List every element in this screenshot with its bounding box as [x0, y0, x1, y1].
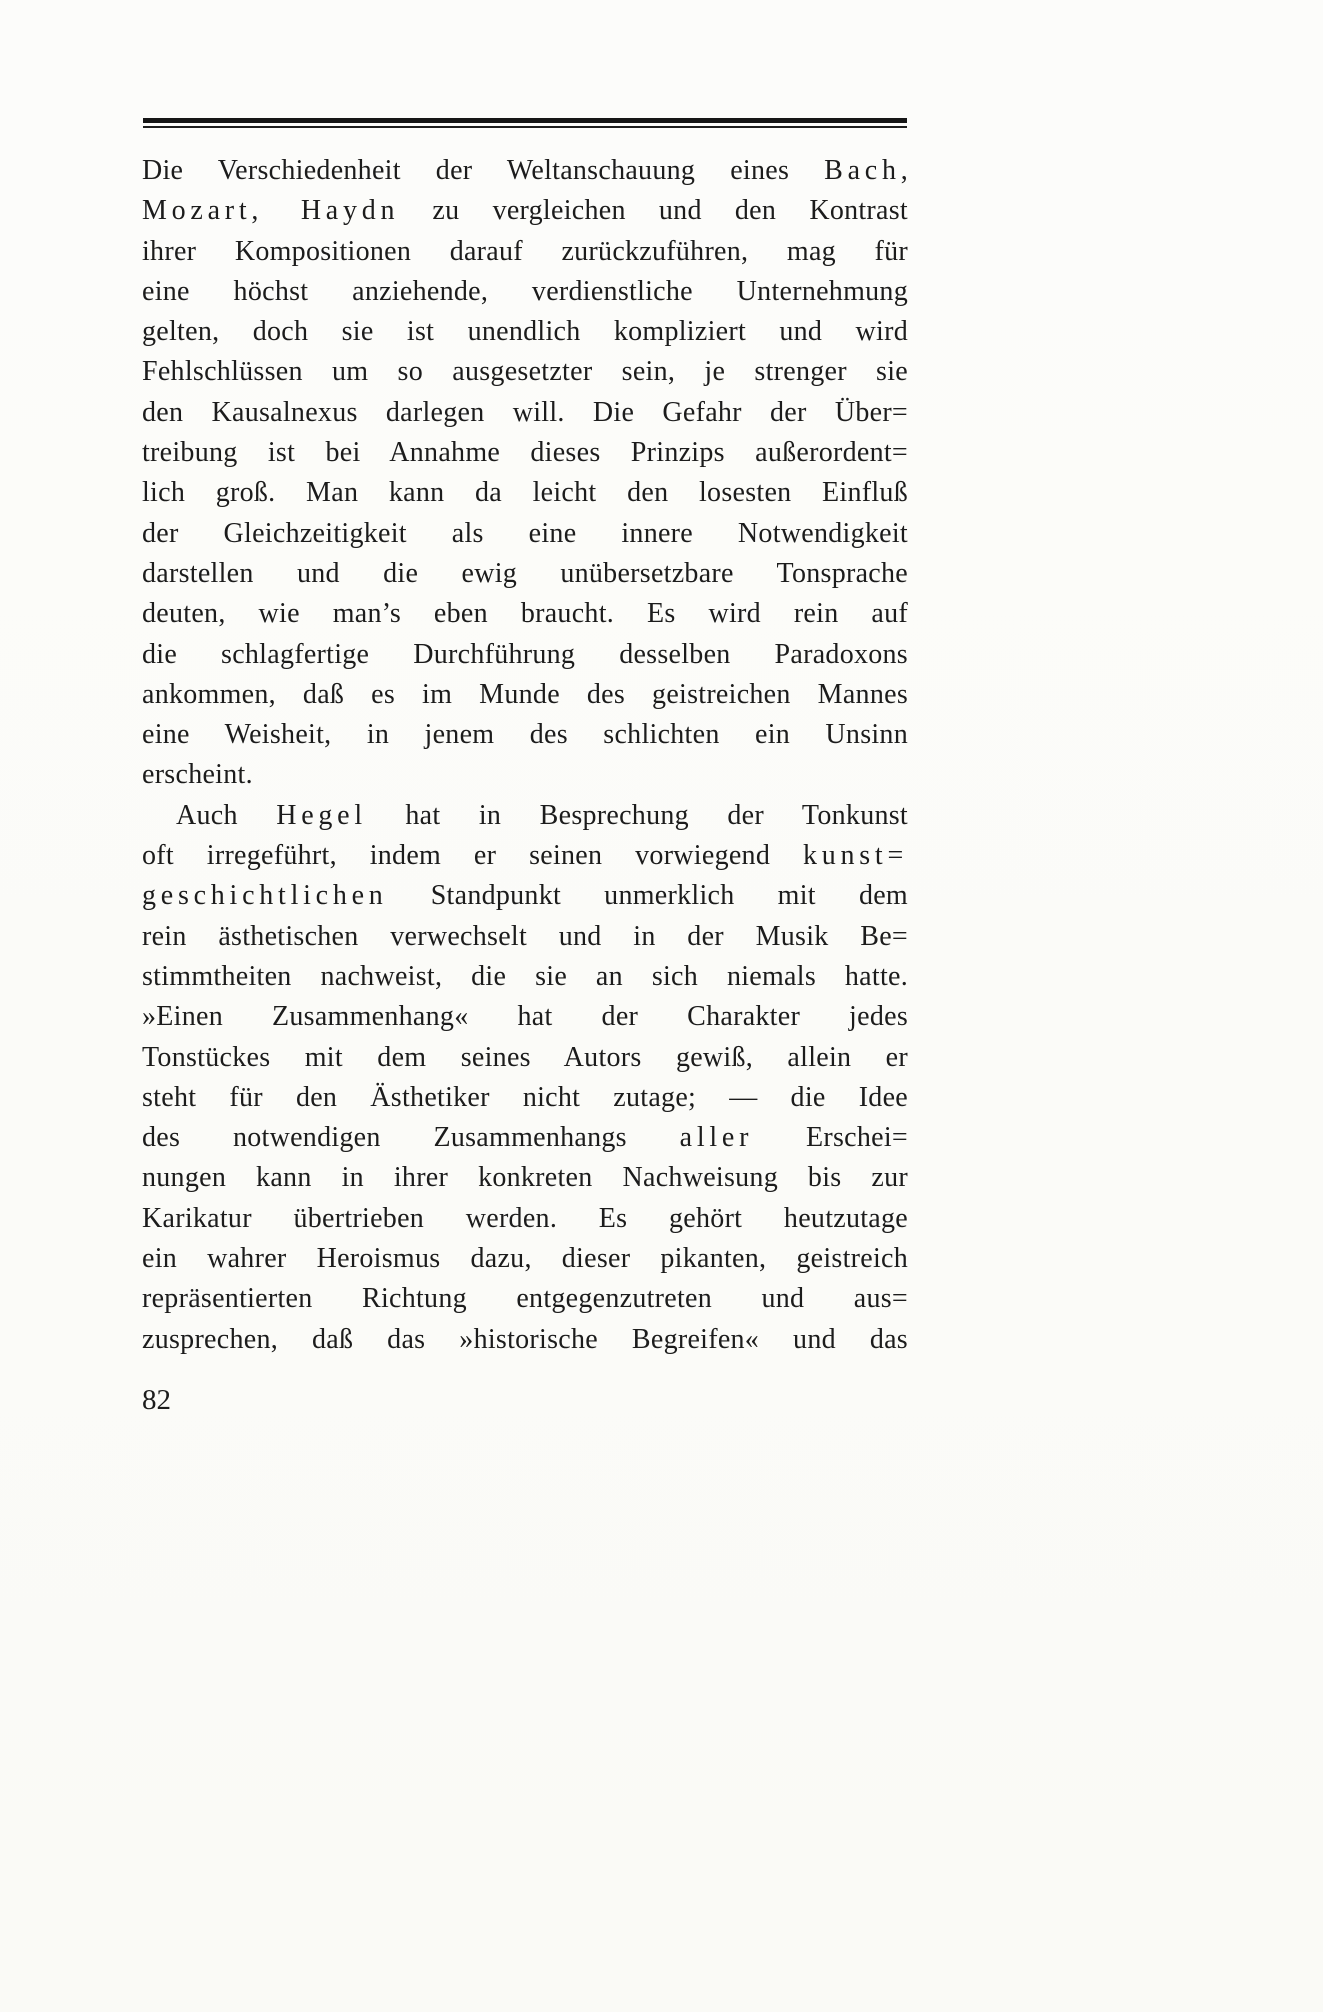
text-line: [142, 917, 908, 957]
text-line: [142, 514, 908, 554]
text-segment: den Kausalnexus darlegen will. Die Gefahr der Über=: [142, 396, 908, 428]
text-segment: Fehlschlüssen um so ausgesetzter sein, je strenger sie: [142, 356, 908, 388]
text-line: [142, 755, 908, 795]
text-block: [142, 151, 908, 1360]
text-segment: rein ästhetischen verwechselt und in der Musik Be=: [142, 920, 908, 952]
letterspaced-emphasis: geschichtlichen: [142, 880, 388, 912]
text-segment: gelten, doch sie ist unendlich kompliziert und wird: [142, 316, 908, 348]
text-line: [142, 1078, 908, 1118]
text-segment: eine höchst anziehende, verdienstliche Unternehmung: [142, 275, 908, 307]
text-line: [142, 1320, 908, 1360]
text-segment: erscheint.: [142, 759, 253, 791]
text-segment: ,: [900, 155, 908, 186]
text-segment: darstellen und die ewig unübersetzbare Tonsprache: [142, 557, 908, 589]
text-line: [142, 675, 908, 715]
text-line: [142, 1118, 908, 1158]
text-segment: der Gleichzeitigkeit als eine innere Notwendigkeit: [142, 517, 908, 549]
text-line: [142, 473, 908, 513]
text-line: [142, 554, 908, 594]
text-segment: zu vergleichen und den Kontrast: [399, 195, 908, 227]
text-segment: zusprechen, daß das »historische Begreifen« und das: [142, 1323, 908, 1355]
text-segment: treibung ist bei Annahme dieses Prinzips außerordent=: [142, 437, 908, 469]
text-line: [142, 957, 908, 997]
text-line: [142, 232, 908, 272]
page-number: 82: [142, 1384, 171, 1416]
text-segment: Auch: [176, 799, 277, 831]
text-line: [142, 433, 908, 473]
text-segment: »Einen Zusammenhang« hat der Charakter jedes: [142, 1001, 908, 1033]
text-segment: Tonstückes mit dem seines Autors gewiß, allein er: [142, 1041, 908, 1073]
letterspaced-emphasis: Bach: [824, 155, 901, 186]
text-segment: lich groß. Man kann da leicht den losesten Einfluß: [142, 477, 908, 509]
text-segment: deuten, wie man’s eben braucht. Es wird rein auf: [142, 598, 908, 630]
text-segment: hat in Besprechung der Tonkunst: [366, 799, 908, 831]
text-line: [142, 312, 908, 352]
text-line: [142, 1279, 908, 1319]
text-line: [142, 393, 908, 433]
text-segment: stimmtheiten nachweist, die sie an sich niemals hatte.: [142, 960, 908, 992]
text-line: [142, 836, 908, 876]
text-segment: Erschei=: [753, 1122, 908, 1154]
text-line: [142, 272, 908, 312]
text-segment: eine Weisheit, in jenem des schlichten ein Unsinn: [142, 719, 908, 751]
text-line: [142, 1158, 908, 1198]
letterspaced-emphasis: aller: [679, 1122, 754, 1154]
letterspaced-emphasis: Mozart, Haydn: [142, 195, 400, 227]
text-line: [142, 635, 908, 675]
text-line: [142, 191, 908, 231]
text-line: [142, 151, 908, 191]
text-segment: Karikatur übertrieben werden. Es gehört heutzutage: [142, 1202, 908, 1234]
text-segment: ankommen, daß es im Munde des geistreichen Mannes: [142, 678, 908, 710]
letterspaced-emphasis: kunst=: [802, 840, 908, 872]
text-segment: nungen kann in ihrer konkreten Nachweisung bis zur: [142, 1162, 908, 1194]
text-segment: ihrer Kompositionen darauf zurückzuführen, mag für: [142, 235, 908, 267]
text-segment: steht für den Ästhetiker nicht zutage; — die Idee: [142, 1081, 908, 1113]
text-line: [142, 715, 908, 755]
text-segment: repräsentierten Richtung entgegenzutreten und aus=: [142, 1283, 908, 1315]
text-line: [142, 1199, 908, 1239]
text-line: [142, 352, 908, 392]
text-line: [142, 594, 908, 634]
text-line: [142, 997, 908, 1037]
text-segment: die schlagfertige Durchführung desselben Paradoxons: [142, 638, 908, 670]
text-segment: ein wahrer Heroismus dazu, dieser pikanten, geistreich: [142, 1243, 908, 1275]
text-segment: Standpunkt unmerklich mit dem: [387, 880, 908, 912]
text-line: [142, 796, 908, 836]
text-segment: des notwendigen Zusammenhangs: [142, 1122, 680, 1154]
top-double-rule: [143, 118, 907, 128]
text-line: [142, 1038, 908, 1078]
text-line: [142, 876, 908, 916]
text-segment: Die Verschiedenheit der Weltanschauung eines: [142, 155, 825, 186]
text-line: [142, 1239, 908, 1279]
letterspaced-emphasis: Hegel: [276, 799, 367, 831]
text-segment: oft irregeführt, indem er seinen vorwiegend: [142, 840, 803, 872]
